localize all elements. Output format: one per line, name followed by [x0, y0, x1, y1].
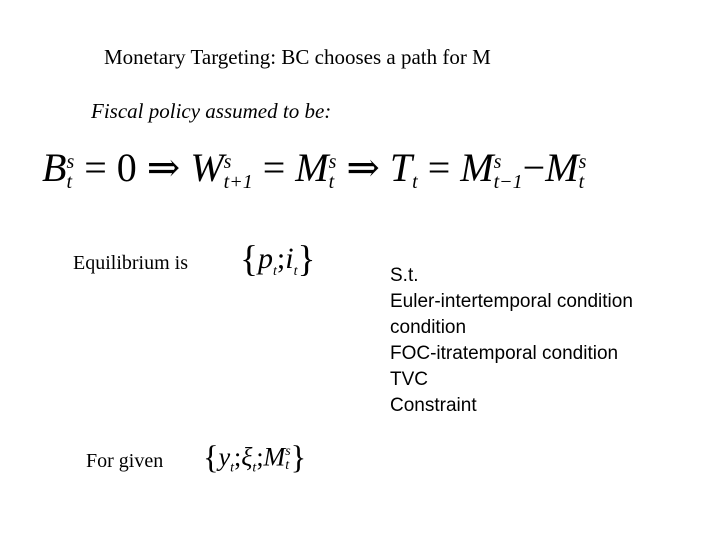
implies-arrow: ⇒	[346, 145, 380, 190]
equilibrium-label: Equilibrium is	[73, 252, 188, 274]
implies-arrow: ⇒	[146, 145, 181, 190]
var-i: i	[285, 242, 294, 275]
fiscal-policy-heading: Fiscal policy assumed to be:	[91, 99, 332, 123]
var-xi: ξ	[241, 442, 253, 472]
equals-sign: =	[427, 145, 451, 190]
conditions-list	[390, 263, 633, 419]
var-B: B	[42, 145, 67, 190]
equals-zero: = 0	[84, 145, 137, 190]
var-y: y	[218, 442, 231, 472]
given-set: {$y_t;\xi_t;M$ s t }	[203, 440, 307, 476]
condition-item: Constraint	[390, 395, 477, 416]
condition-item: S.t.	[390, 265, 419, 286]
close-brace: }	[297, 239, 316, 280]
equilibrium-set: $\{p_t;i_t\}$	[240, 239, 316, 280]
var-M: M	[263, 442, 286, 472]
condition-item: TVC	[390, 369, 428, 390]
var-M: M	[460, 145, 494, 190]
minus-sign: −	[522, 145, 546, 190]
open-brace: {	[203, 440, 219, 476]
condition-item: FOC-itratemporal condition	[390, 343, 619, 364]
fiscal-equation: B s t = 0 ⇒ W s t+1 = M s t ⇒ T t = M s t−1 −M s t	[42, 145, 587, 193]
var-M: M	[295, 145, 329, 190]
var-M: M	[545, 145, 579, 190]
close-brace: }	[290, 440, 307, 476]
var-p: p	[258, 242, 273, 275]
slide-title: Monetary Targeting: BC chooses a path for M	[104, 45, 491, 69]
condition-item: Euler-intertemporal condition	[390, 291, 633, 312]
condition-item: condition	[390, 317, 467, 338]
var-T: T	[389, 145, 413, 190]
for-given-label: For given	[86, 450, 164, 472]
open-brace: {	[240, 239, 258, 280]
equals-sign: =	[262, 145, 286, 190]
var-W: W	[190, 145, 224, 190]
